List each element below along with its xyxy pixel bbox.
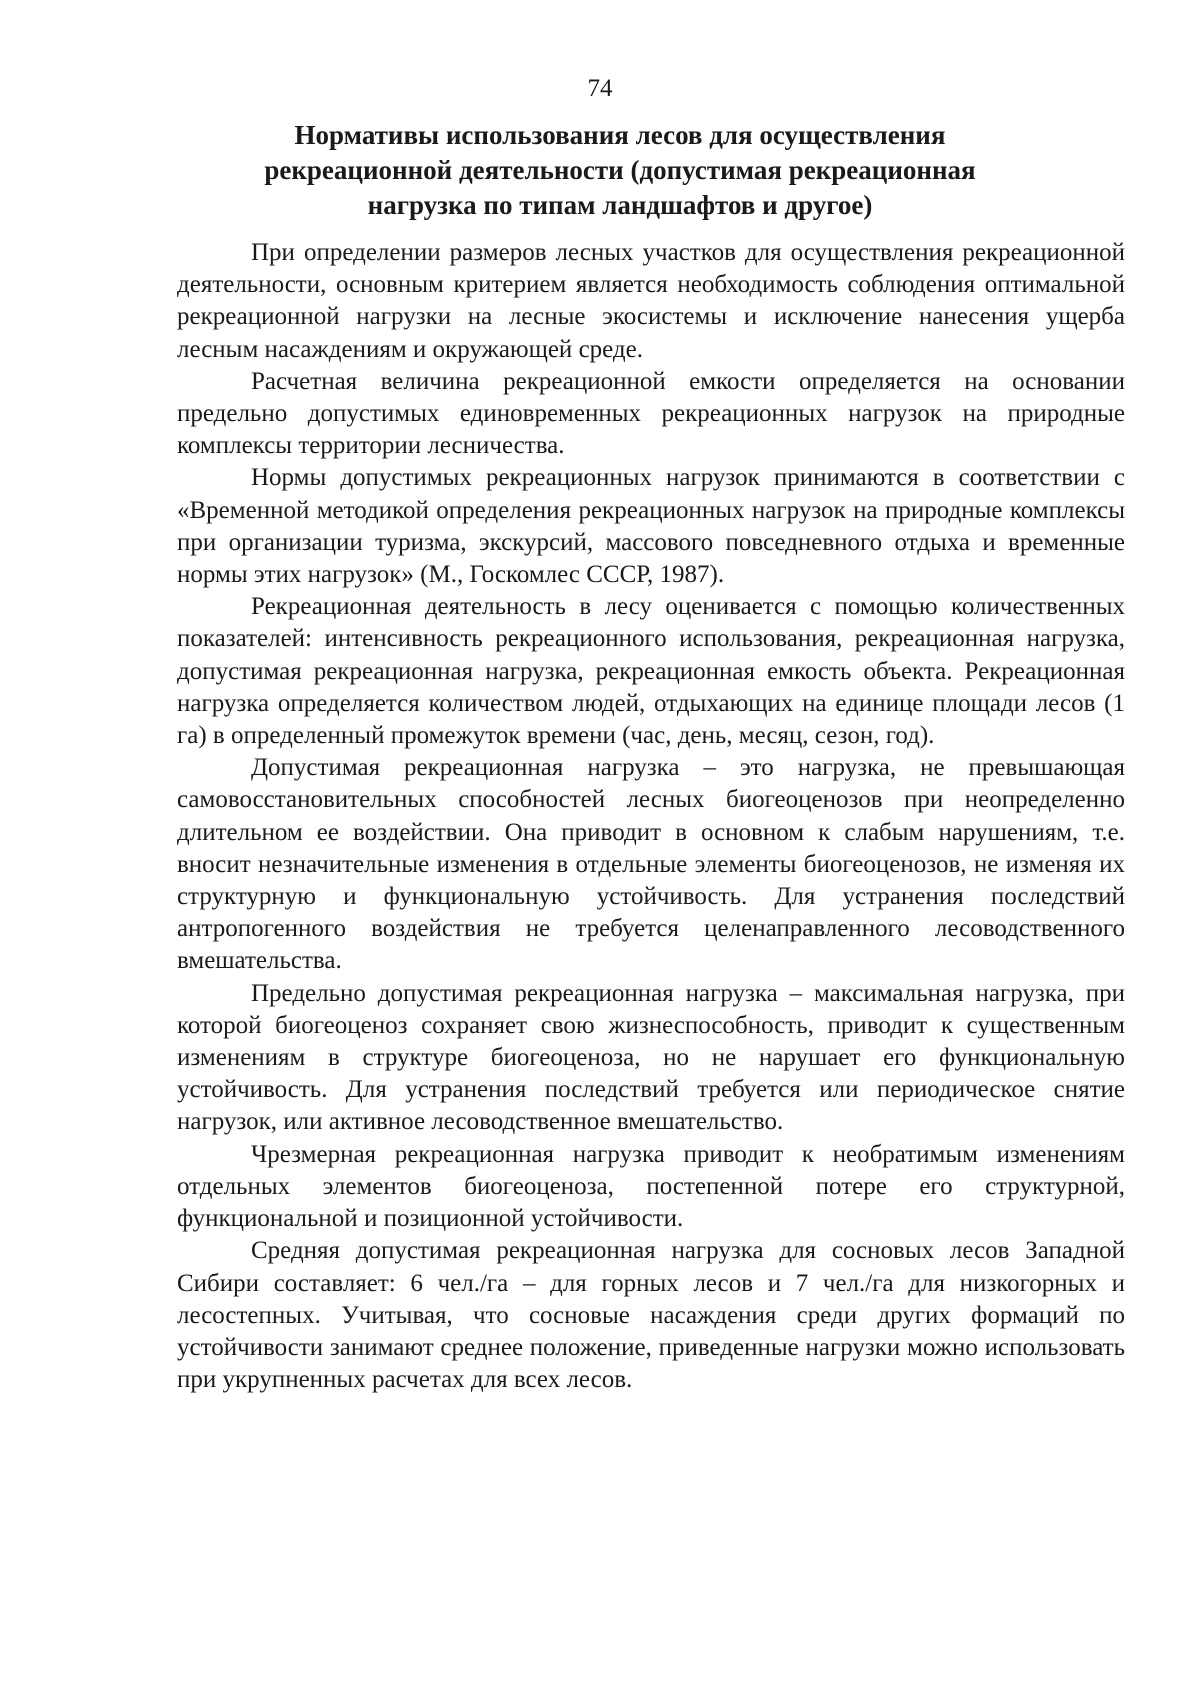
paragraph-average-load: Средняя допустимая рекреационная нагрузка для сосновых лесов Западной Сибири составляет: 6 чел./га – для горных лесов и 7 чел./га для низкогорных и лесостепных. Учитывая, что сосновые насаждения среди других формаций по устойчивости занимают среднее положение, приведенные нагрузки можно использовать при укрупненных расчетах для всех лесов. <box>177 1237 1125 1394</box>
body-text <box>177 237 1125 1396</box>
paragraph-excessive-load: Чрезмерная рекреационная нагрузка приводит к необратимым изменениям отдельных элементов биогеоценоза, постепенной потере его структурной, функциональной и позиционной устойчивости. <box>177 1140 1125 1233</box>
paragraph-intro: При определении размеров лесных участков для осуществления рекреационной деятельности, основным критерием является необходимость соблюдения оптимальной рекреационной нагрузки на лесные экосистемы и исключение нанесения ущерба лесным насаждениям и окружающей среде. <box>177 239 1125 363</box>
section-title: Нормативы использования лесов для осуществления рекреационной деятельности (допустимая рекреационная нагрузка по типам ландшафтов и другое) <box>264 120 976 220</box>
paragraph-max-load: Предельно допустимая рекреационная нагрузка – максимальная нагрузка, при которой биогеоценоз сохраняет свою жизнеспособность, приводит к существенным изменениям в структуре биогеоценоза, но не нарушает его функциональную устойчивость. Для устранения последствий требуется или периодическое снятие нагрузок, или активное лесоводственное вмешательство. <box>177 979 1125 1136</box>
paragraph-norms: Нормы допустимых рекреационных нагрузок принимаются в соответствии с «Временной методикой определения рекреационных нагрузок на природные комплексы при организации туризма, экскурсий, массового повседневного отдыха и временные нормы этих нагрузок» (М., Госкомлес СССР, 1987). <box>177 464 1125 589</box>
paragraph-capacity: Расчетная величина рекреационной емкости определяется на основании предельно допустимых единовременных рекреационных нагрузок на природные комплексы территории лесничества. <box>177 367 1125 460</box>
paragraph-permissible-load: Допустимая рекреационная нагрузка – это нагрузка, не превышающая самовосстановительных способностей лесных биогеоценозов при неопределенно длительном ее воздействии. Она приводит в основном к слабым нарушениям, т.е. вносит незначительные изменения в отдельные элементы биогеоценозов, не изменяя их структурную и функциональную устойчивость. Для устранения последствий антропогенного воздействия не требуется целенаправленного лесоводственного вмешательства. <box>177 754 1125 975</box>
page-number: 74 <box>587 75 613 102</box>
paragraph-indicators: Рекреационная деятельность в лесу оценивается с помощью количественных показателей: интенсивность рекреационного использования, рекреационная нагрузка, допустимая рекреационная нагрузка, рекреационная емкость объекта. Рекреационная нагрузка определяется количеством людей, отдыхающих на единице площади лесов (1 га) в определенный промежуток времени (час, день, месяц, сезон, год). <box>177 593 1125 750</box>
